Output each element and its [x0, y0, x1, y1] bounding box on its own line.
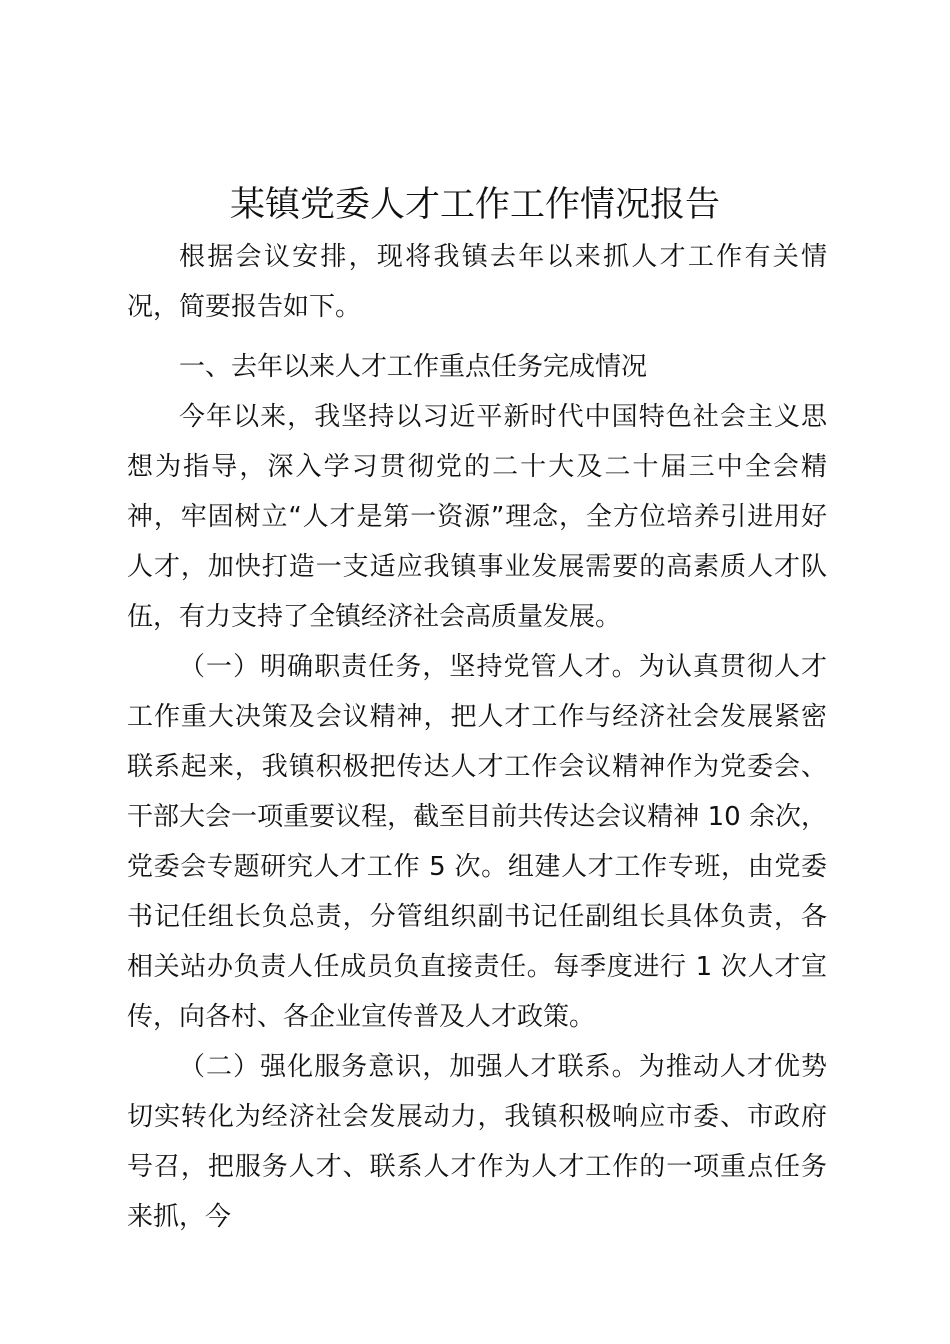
overview-paragraph: 今年以来，我坚持以习近平新时代中国特色社会主义思想为指导，深入学习贯彻党的二十大及二十届三中全会精神，牢固树立“人才是第一资源”理念，全方位培养引进用好人才，加快打造一支适应我镇事业发展需要的高素质人才队伍，有力支持了全镇经济社会高质量发展。: [127, 402, 827, 632]
subsection-two-paragraph: （二）强化服务意识，加强人才联系。为推动人才优势切实转化为经济社会发展动力，我镇积极响应市委、市政府号召，把服务人才、联系人才作为人才工作的一项重点任务来抓，今: [127, 1052, 827, 1232]
document-body: [127, 232, 827, 1242]
section-heading: 一、去年以来人才工作重点任务完成情况: [179, 352, 648, 382]
document-title: 某镇党委人才工作工作情况报告: [229, 185, 720, 225]
subsection-one-paragraph: （一）明确职责任务，坚持党管人才。为认真贯彻人才工作重大决策及会议精神，把人才工作与经济社会发展紧密联系起来，我镇积极把传达人才工作会议精神作为党委会、干部大会一项重要议程，截至目前共传达会议精神 10 余次，党委会专题研究人才工作 5 次。组建人才工作专班，由党委书记任组长负总责，分管组织副书记任副组长具体负责，各相关站办负责人任成员负直接责任。每季度进行 1 次人才宣传，向各村、各企业宣传普及人才政策。: [127, 652, 827, 1032]
intro-paragraph: 根据会议安排，现将我镇去年以来抓人才工作有关情况，简要报告如下。: [127, 242, 827, 322]
